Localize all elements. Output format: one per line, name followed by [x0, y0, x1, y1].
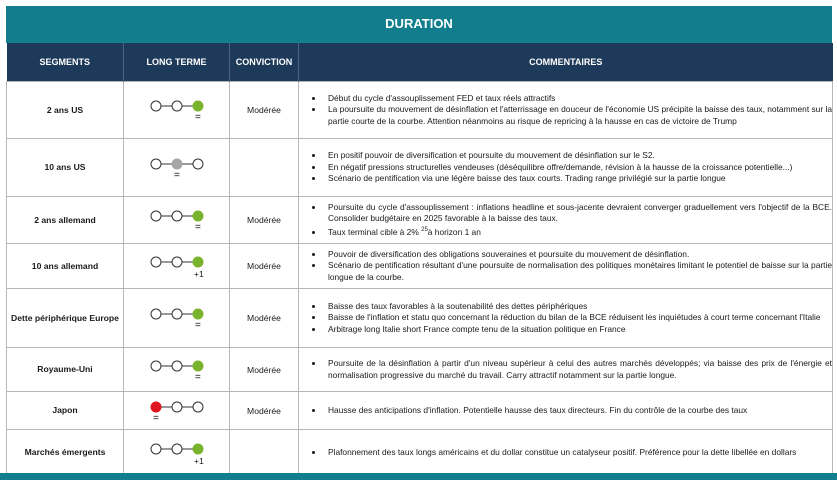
scale-dot: [151, 309, 161, 319]
table-row: [7, 139, 833, 197]
scale-dot-active: [151, 402, 161, 412]
comment-item: • Baisse de l'inflation et statu quo concernant la réduction du bilan de la BCE réduisent les inquiétudes à court terme concernant l'Italie: [324, 312, 832, 324]
scale-dot: [172, 211, 182, 221]
scale-dot: [151, 257, 161, 267]
long-term-scale: [124, 82, 230, 139]
conviction-cell: Modérée: [230, 82, 299, 139]
table-row: [7, 430, 833, 476]
conviction-cell: Modérée: [230, 244, 299, 289]
scale-graphic: [124, 392, 229, 429]
scale-dot: [151, 159, 161, 169]
segment-cell: 10 ans US: [7, 139, 124, 197]
comments-cell: [299, 244, 833, 289]
comments-cell: [299, 392, 833, 430]
long-term-scale: [124, 289, 230, 348]
long-term-scale: [124, 197, 230, 244]
comment-item: • En positif pouvoir de diversification et poursuite du mouvement de désinflation sur le S2.: [324, 150, 832, 162]
scale-dot-active: [193, 444, 203, 454]
conviction-cell: [230, 139, 299, 197]
comment-item: • Pouvoir de diversification des obligations souveraines et poursuite du mouvement de désinflation.: [324, 249, 832, 261]
scale-dot: [172, 402, 182, 412]
long-term-scale: [124, 244, 230, 289]
scale-graphic: [124, 197, 229, 243]
comments-cell: [299, 197, 833, 244]
comments-cell: [299, 82, 833, 139]
long-term-scale: [124, 348, 230, 392]
comment-item: • Taux terminal cible à 2% $^{25}$à horizon 1 an: [324, 225, 832, 238]
scale-dot-active: [193, 257, 203, 267]
scale-marker: +1: [194, 269, 204, 279]
conviction-cell: Modérée: [230, 348, 299, 392]
comments-cell: [299, 289, 833, 348]
scale-graphic: [124, 82, 229, 138]
scale-dot-active: [193, 309, 203, 319]
comment-item: • Hausse des anticipations d'inflation. Potentielle hausse des taux directeurs. Fin du contrôle de la courbe des taux: [324, 405, 832, 417]
header-conviction: CONVICTION: [230, 43, 299, 82]
scale-dot-active: [193, 101, 203, 111]
comments-cell: [299, 139, 833, 197]
comment-item: • Plafonnement des taux longs américains et du dollar constitue un catalyseur positif. Préférence pour la dette libellée en dollars: [324, 447, 832, 459]
scale-dot: [193, 402, 203, 412]
segment-cell: Dette périphérique Europe: [7, 289, 124, 348]
segment-cell: 10 ans allemand: [7, 244, 124, 289]
scale-dot: [151, 444, 161, 454]
scale-marker: =: [195, 372, 201, 383]
table-row: [7, 244, 833, 289]
comment-item: • Scénario de pentification résultant d'une poursuite de normalisation des politiques monétaires limitant le potentiel de baisse sur la partie longue de la courbe.: [324, 260, 832, 283]
scale-marker: =: [195, 112, 201, 123]
scale-marker: =: [153, 413, 159, 424]
header-long-term: LONG TERME: [124, 43, 230, 82]
header-segments: SEGMENTS: [7, 43, 124, 82]
table-row: [7, 289, 833, 348]
duration-table: [6, 43, 833, 476]
scale-marker: =: [174, 170, 180, 181]
table-row: [7, 348, 833, 392]
segment-cell: Marchés émergents: [7, 430, 124, 476]
long-term-scale: [124, 139, 230, 197]
scale-dot: [172, 257, 182, 267]
scale-dot: [172, 309, 182, 319]
scale-marker: =: [195, 222, 201, 233]
conviction-cell: [230, 430, 299, 476]
comment-item: • La poursuite du mouvement de désinflation et l'atterrissage en douceur de l'économie US précipite la baisse des taux, notamment sur la partie courte de la courbe. Attention néanmoins au risque de repricing à la hausse en cas de victoire de Trump: [324, 104, 832, 127]
segment-cell: 2 ans allemand: [7, 197, 124, 244]
scale-dot-active: [172, 159, 182, 169]
segment-cell: Japon: [7, 392, 124, 430]
comments-cell: [299, 430, 833, 476]
comment-item: • En négatif pressions structurelles vendeuses (déséquilibre offre/demande, révision à la hausse de la croissance potentielle...): [324, 162, 832, 174]
long-term-scale: [124, 430, 230, 476]
scale-dot: [151, 101, 161, 111]
header-comments: COMMENTAIRES: [299, 43, 833, 82]
conviction-cell: Modérée: [230, 392, 299, 430]
scale-marker: +1: [194, 456, 204, 466]
scale-dot-active: [193, 361, 203, 371]
comment-item: • Arbitrage long Italie short France compte tenu de la situation politique en France: [324, 324, 832, 336]
long-term-scale: [124, 392, 230, 430]
header-row: [7, 43, 833, 82]
scale-marker: =: [195, 320, 201, 331]
scale-dot: [151, 211, 161, 221]
table-title: DURATION: [6, 6, 832, 43]
segment-cell: Royaume-Uni: [7, 348, 124, 392]
scale-graphic: [124, 430, 229, 475]
footer-accent-bar: [0, 473, 837, 480]
scale-dot: [172, 101, 182, 111]
conviction-cell: Modérée: [230, 289, 299, 348]
comment-item: • Scénario de pentification via une légère baisse des taux courts. Trading range privilégié sur la partie longue: [324, 173, 832, 185]
table-row: [7, 197, 833, 244]
comment-item: • Début du cycle d'assouplissement FED et taux réels attractifs: [324, 93, 832, 105]
conviction-cell: Modérée: [230, 197, 299, 244]
superscript: 25: [421, 226, 428, 233]
scale-dot: [151, 361, 161, 371]
comment-item: • Baisse des taux favorables à la soutenabilité des dettes périphériques: [324, 301, 832, 313]
scale-dot: [172, 444, 182, 454]
scale-dot: [172, 361, 182, 371]
scale-dot: [193, 159, 203, 169]
segment-cell: 2 ans US: [7, 82, 124, 139]
scale-graphic: [124, 244, 229, 288]
scale-graphic: [124, 348, 229, 391]
comment-item: • Poursuite de la désinflation à partir d'un niveau supérieur à celui des autres marchés développés; via baisse des prix de l'énergie et normalisation progressive du marché du travail. Carry attractif notamment sur la partie longue.: [324, 358, 832, 381]
table-row: [7, 392, 833, 430]
scale-dot-active: [193, 211, 203, 221]
scale-graphic: [124, 289, 229, 347]
comments-cell: [299, 348, 833, 392]
table-row: [7, 82, 833, 139]
comment-item: • Poursuite du cycle d'assouplissement : inflations headline et sous-jacente devraient converger graduellement vers l'objectif de la BCE. Consolider budgétaire en 2025 favorable à la baisse des taux.: [324, 202, 832, 225]
scale-graphic: [124, 139, 229, 196]
